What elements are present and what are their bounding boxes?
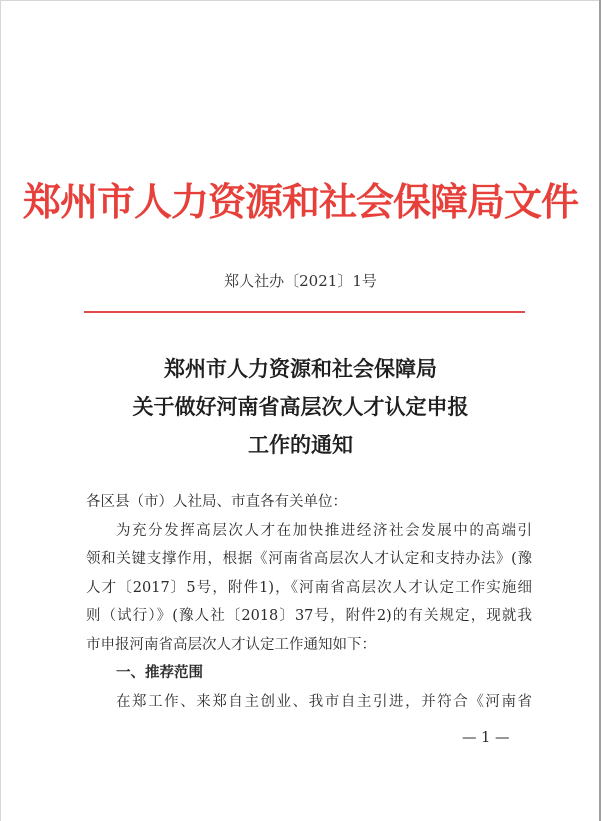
paragraph-line: 人才〔2017〕5号，附件1)，《河南省高层次人才认定工作实施细 bbox=[86, 579, 532, 596]
paragraph-line: 为充分发挥高层次人才在加快推进经济社会发展中的高端引 bbox=[116, 522, 532, 539]
section-text-line: 在郑工作、来郑自主创业、我市自主引进，并符合《河南省 bbox=[116, 693, 532, 710]
section-heading: 一、推荐范围 bbox=[116, 665, 203, 681]
paragraph-line: 则（试行）》(豫人社〔2018〕37号，附件2)的有关规定，现就我 bbox=[86, 608, 532, 624]
document-body bbox=[86, 488, 532, 716]
document-number: 郑人社办〔2021〕1号 bbox=[224, 272, 377, 290]
paragraph-line: 领和关键支撑作用，根据《河南省高层次人才认定和支持办法》(豫 bbox=[86, 551, 532, 567]
red-header-title: 郑州市人力资源和社会保障局文件 bbox=[22, 179, 578, 224]
red-separator-line bbox=[84, 311, 525, 313]
notice-title bbox=[0, 350, 601, 464]
salutation: 各区县（市）人社局、市直各有关单位： bbox=[86, 494, 347, 510]
notice-title-line-3: 工作的通知 bbox=[248, 433, 353, 457]
paragraph-line: 市申报河南省高层次人才认定工作通知如下： bbox=[86, 636, 376, 653]
page-number: — 1 — bbox=[462, 730, 510, 746]
notice-title-line-1: 郑州市人力资源和社会保障局 bbox=[164, 357, 437, 381]
notice-title-line-2: 关于做好河南省高层次人才认定申报 bbox=[132, 395, 469, 419]
page-edge-top bbox=[0, 0, 601, 1]
